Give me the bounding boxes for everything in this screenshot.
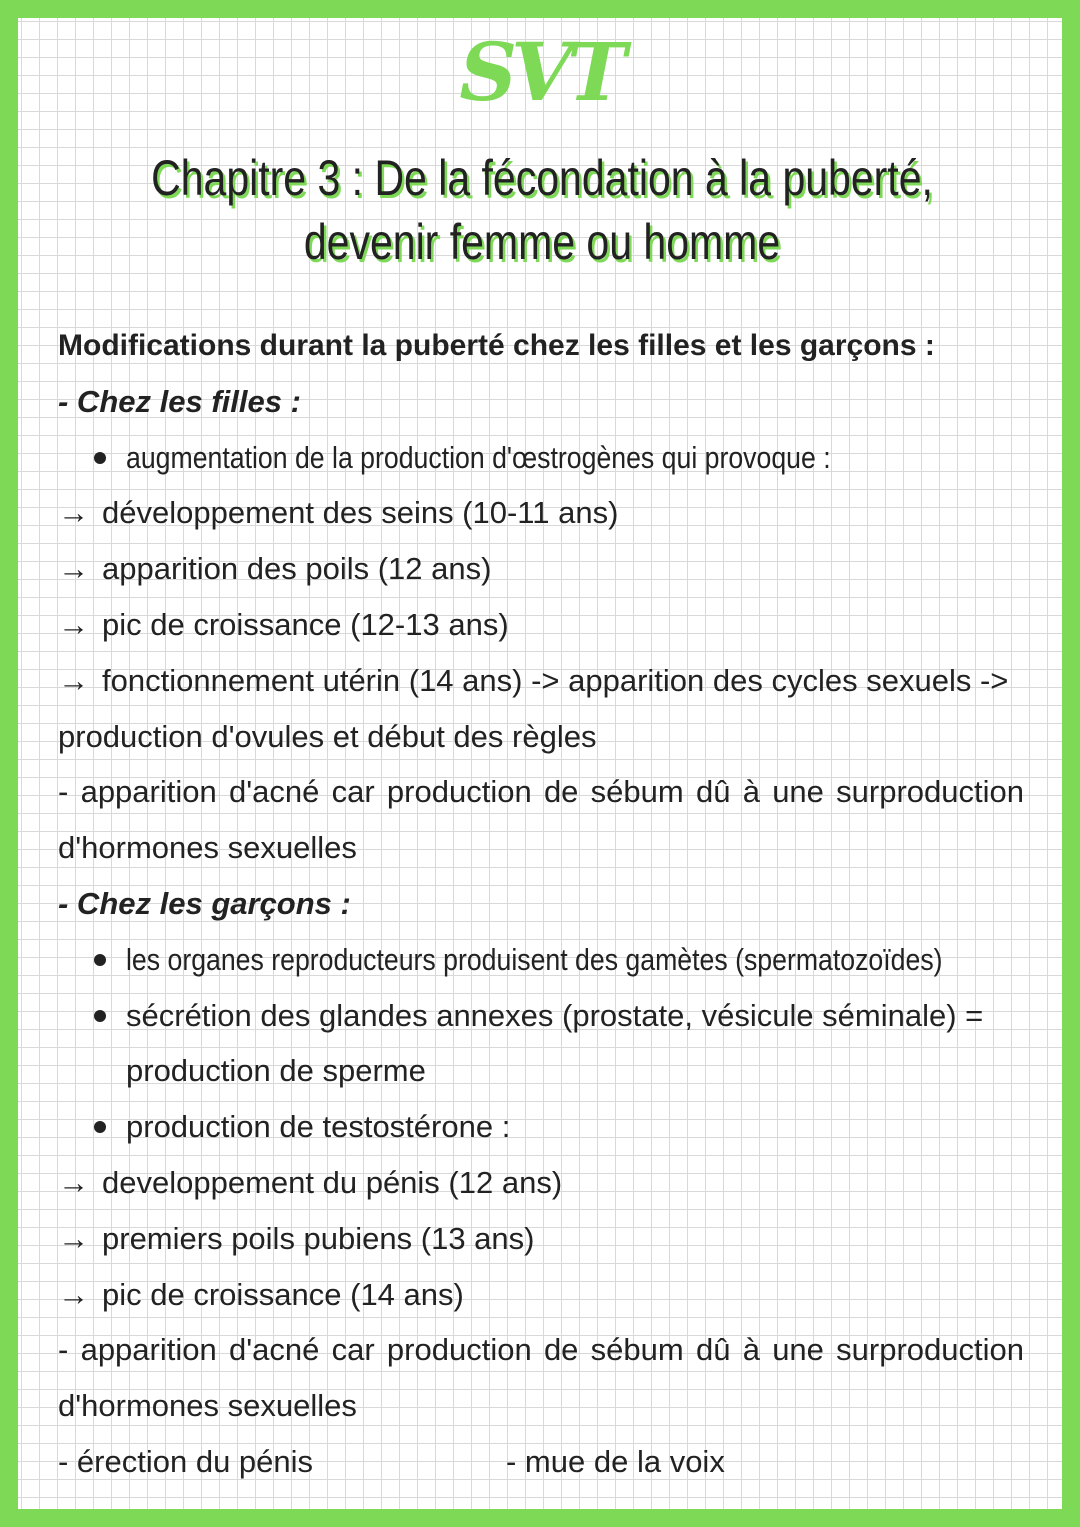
- arrow-icon: →: [58, 1276, 89, 1312]
- girls-bullet-text: augmentation de la production d'œstrogènes qui provoque :: [126, 439, 831, 475]
- girls-arrow-item: [58, 485, 1024, 541]
- boys-bullet-text: les organes reproducteurs produisent des gamètes (spermatozoïdes): [126, 941, 943, 977]
- girls-arrow-item: [58, 597, 1024, 653]
- boys-bullet-text: sécrétion des glandes annexes (prostate, vésicule séminale) = production de sperme: [126, 997, 984, 1089]
- girls-arrow-text: apparition des poils (12 ans): [102, 551, 492, 587]
- bullet-dot-icon: [94, 954, 106, 966]
- notes-content: [58, 318, 1024, 1490]
- bullet-dot-icon: [94, 1010, 106, 1022]
- svt-logo: SVT: [459, 25, 621, 119]
- girls-bullet: [58, 430, 1024, 486]
- boys-arrow-text: developpement du pénis (12 ans): [102, 1164, 563, 1200]
- arrow-icon: →: [58, 606, 89, 642]
- bullet-dot-icon: [94, 452, 106, 464]
- arrow-icon: →: [58, 662, 89, 698]
- boys-arrow-item: [58, 1267, 1024, 1323]
- section-heading: Modifications durant la puberté chez les filles et les garçons :: [58, 329, 935, 362]
- boys-arrow-text: pic de croissance (14 ans): [102, 1276, 464, 1312]
- girls-arrow-item: [58, 653, 1024, 765]
- arrow-icon: →: [58, 1220, 89, 1256]
- boys-arrow-item: [58, 1155, 1024, 1211]
- erection-text: - érection du pénis: [58, 1443, 314, 1479]
- boys-arrow-text: premiers poils pubiens (13 ans): [102, 1220, 535, 1256]
- boys-subhead: - Chez les garçons :: [58, 885, 351, 921]
- boys-arrow-item: [58, 1211, 1024, 1267]
- notebook-page: [18, 18, 1062, 1509]
- arrow-icon: →: [58, 495, 89, 531]
- girls-acne-line-2: d'hormones sexuelles: [58, 830, 357, 866]
- boys-acne-line: - apparition d'acné car production de sébum dû à une surproduction: [58, 1332, 1024, 1368]
- arrow-icon: →: [58, 551, 89, 587]
- arrow-icon: →: [58, 1164, 89, 1200]
- voice-change-text: - mue de la voix: [506, 1443, 725, 1479]
- boys-bullet-text: production de testostérone :: [126, 1109, 511, 1145]
- boys-bullet: [58, 1099, 1024, 1155]
- girls-arrow-item: [58, 541, 1024, 597]
- girls-acne-line: - apparition d'acné car production de sébum dû à une surproduction: [58, 774, 1024, 810]
- chapter-title: Chapitre 3 : De la fécondation à la puberté, devenir femme ou homme: [151, 150, 933, 270]
- girls-subhead: - Chez les filles :: [58, 383, 301, 419]
- last-row: [58, 1434, 1024, 1490]
- girls-arrow-text: pic de croissance (12-13 ans): [102, 606, 509, 642]
- boys-bullet: [58, 932, 1024, 988]
- girls-arrow-text: fonctionnement utérin (14 ans) -> apparition des cycles sexuels -> production d'ovules et début des règles: [58, 662, 1009, 754]
- girls-arrow-text: développement des seins (10-11 ans): [102, 495, 619, 531]
- boys-bullet: [58, 988, 1024, 1100]
- boys-acne-line-2: d'hormones sexuelles: [58, 1388, 357, 1424]
- bullet-dot-icon: [94, 1121, 106, 1133]
